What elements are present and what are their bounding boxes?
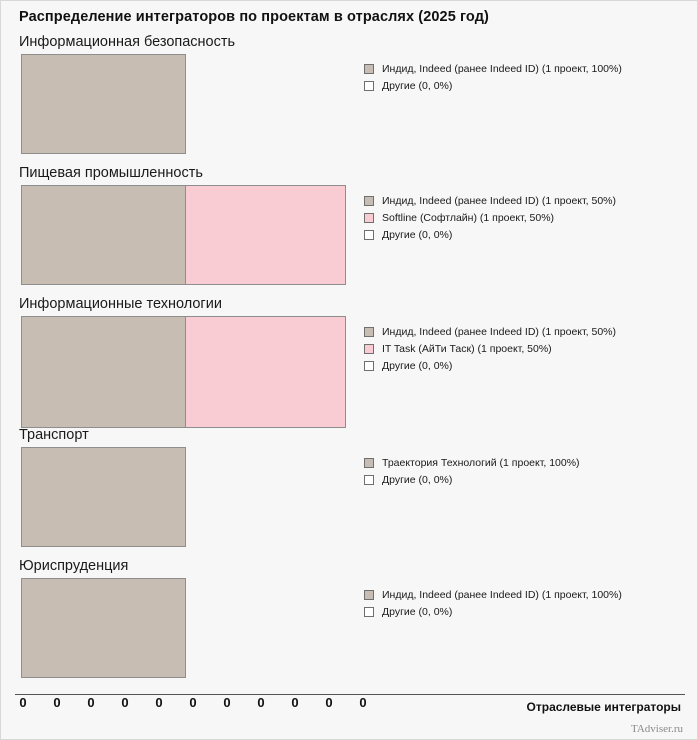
bar-track bbox=[21, 447, 186, 547]
legend-swatch-icon bbox=[364, 361, 374, 371]
group-label: Пищевая промышленность bbox=[19, 165, 203, 181]
x-tick-label: 0 bbox=[223, 695, 231, 710]
legend bbox=[364, 587, 622, 621]
legend-label: Другие (0, 0%) bbox=[382, 229, 453, 241]
x-tick-label: 0 bbox=[257, 695, 265, 710]
bar-segment[interactable] bbox=[185, 316, 346, 428]
x-tick-label: 0 bbox=[359, 695, 367, 710]
x-tick-label: 0 bbox=[291, 695, 299, 710]
legend bbox=[364, 324, 616, 375]
legend-swatch-icon bbox=[364, 213, 374, 223]
legend-item[interactable] bbox=[364, 61, 622, 77]
group-label: Информационные технологии bbox=[19, 296, 222, 312]
legend bbox=[364, 193, 616, 244]
legend-item[interactable] bbox=[364, 78, 622, 94]
legend-item[interactable] bbox=[364, 193, 616, 209]
legend-swatch-icon bbox=[364, 475, 374, 485]
legend-item[interactable] bbox=[364, 455, 580, 471]
legend-item[interactable] bbox=[364, 472, 580, 488]
chart-group bbox=[1, 558, 698, 684]
x-tick-label: 0 bbox=[53, 695, 61, 710]
x-tick-label: 0 bbox=[155, 695, 163, 710]
legend-label: IT Task (АйТи Таск) (1 проект, 50%) bbox=[382, 343, 552, 355]
legend-label: Траектория Технологий (1 проект, 100%) bbox=[382, 457, 580, 469]
legend-swatch-icon bbox=[364, 230, 374, 240]
bar-track bbox=[21, 578, 186, 678]
legend-swatch-icon bbox=[364, 81, 374, 91]
legend-label: Другие (0, 0%) bbox=[382, 80, 453, 92]
legend-label: Индид, Indeed (ранее Indeed ID) (1 проект, 100%) bbox=[382, 589, 622, 601]
legend-swatch-icon bbox=[364, 344, 374, 354]
legend-label: Другие (0, 0%) bbox=[382, 606, 453, 618]
watermark: TAdviser.ru bbox=[631, 723, 683, 735]
x-tick-label: 0 bbox=[189, 695, 197, 710]
legend-item[interactable] bbox=[364, 358, 616, 374]
bar-segment[interactable] bbox=[21, 185, 186, 285]
bar-segment[interactable] bbox=[21, 578, 186, 678]
legend-item[interactable] bbox=[364, 587, 622, 603]
group-label: Информационная безопасность bbox=[19, 34, 236, 50]
legend-label: Индид, Indeed (ранее Indeed ID) (1 проект, 50%) bbox=[382, 195, 617, 207]
legend-swatch-icon bbox=[364, 590, 374, 600]
chart-group bbox=[1, 34, 698, 160]
x-tick-label: 0 bbox=[325, 695, 333, 710]
legend-swatch-icon bbox=[364, 327, 374, 337]
legend-label: Другие (0, 0%) bbox=[382, 360, 453, 372]
bar-segment[interactable] bbox=[21, 54, 186, 154]
legend-label: Softline (Софтлайн) (1 проект, 50%) bbox=[382, 212, 555, 224]
legend-swatch-icon bbox=[364, 64, 374, 74]
legend-swatch-icon bbox=[364, 196, 374, 206]
legend bbox=[364, 455, 580, 489]
legend bbox=[364, 61, 622, 95]
legend-item[interactable] bbox=[364, 227, 616, 243]
x-tick-label: 0 bbox=[19, 695, 27, 710]
chart-group bbox=[1, 427, 698, 553]
legend-item[interactable] bbox=[364, 341, 616, 357]
legend-item[interactable] bbox=[364, 604, 622, 620]
legend-swatch-icon bbox=[364, 607, 374, 617]
legend-label: Индид, Indeed (ранее Indeed ID) (1 проект, 100%) bbox=[382, 63, 622, 75]
legend-item[interactable] bbox=[364, 324, 616, 340]
legend-item[interactable] bbox=[364, 210, 616, 226]
bar-track bbox=[21, 185, 346, 285]
bar-track bbox=[21, 54, 186, 154]
legend-label: Индид, Indeed (ранее Indeed ID) (1 проект, 50%) bbox=[382, 326, 617, 338]
bar-segment[interactable] bbox=[21, 447, 186, 547]
group-label: Юриспруденция bbox=[19, 558, 129, 574]
x-axis-title: Отраслевые интеграторы bbox=[526, 700, 681, 714]
legend-swatch-icon bbox=[364, 458, 374, 468]
bar-track bbox=[21, 316, 346, 428]
x-tick-label: 0 bbox=[121, 695, 129, 710]
bar-segment[interactable] bbox=[21, 316, 186, 428]
legend-label: Другие (0, 0%) bbox=[382, 474, 453, 486]
bar-segment[interactable] bbox=[185, 185, 346, 285]
chart-title: Распределение интеграторов по проектам в отраслях (2025 год) bbox=[19, 9, 489, 25]
x-tick-label: 0 bbox=[87, 695, 95, 710]
group-label: Транспорт bbox=[19, 427, 89, 443]
